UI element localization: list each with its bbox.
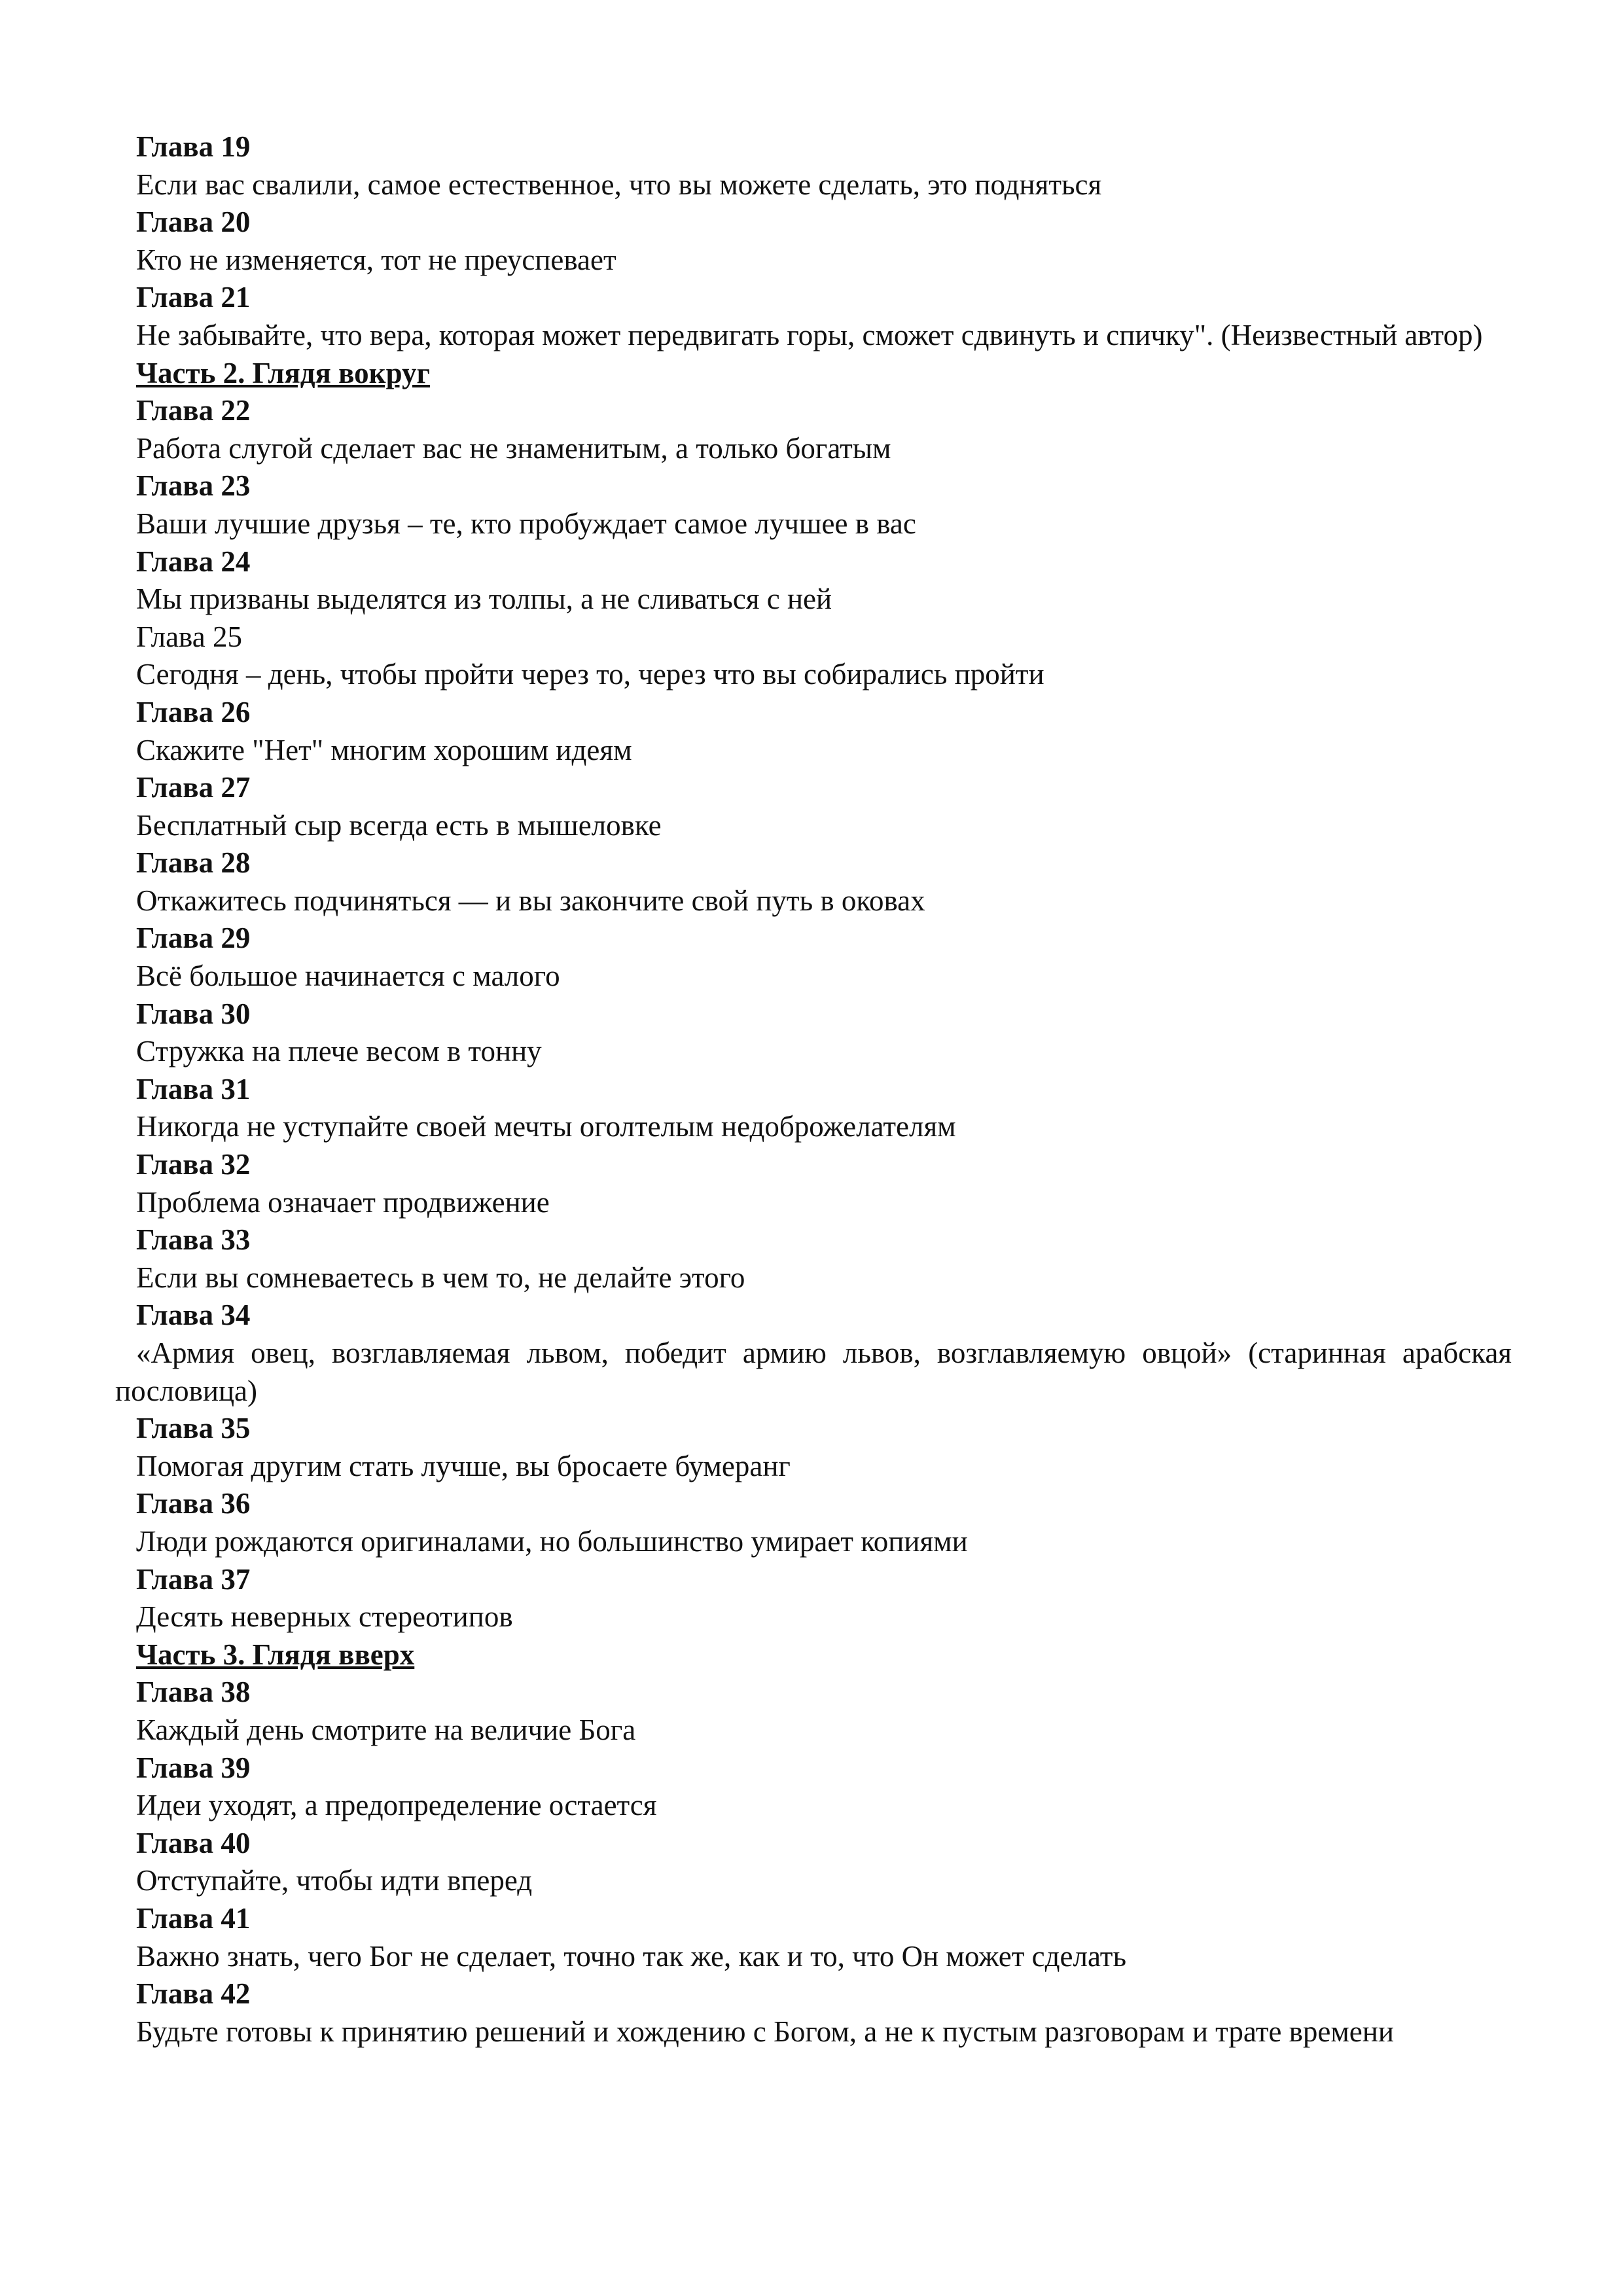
chapter-title: Каждый день смотрите на величие Бога (136, 1713, 636, 1746)
chapter-heading: Глава 40 (136, 1826, 251, 1859)
chapter-title: Мы призваны выделятся из толпы, а не сливаться с ней (136, 583, 832, 616)
chapter-title: Не забывайте, что вера, которая может передвигать горы, сможет сдвинуть и спичку". (Неизвестный автор) (136, 318, 1483, 351)
chapter-title: Проблема означает продвижение (136, 1185, 550, 1219)
chapter-heading: Глава 32 (136, 1148, 251, 1181)
chapter-heading: Глава 31 (136, 1072, 251, 1105)
chapter-title: Скажите "Нет" многим хорошим идеям (136, 733, 632, 766)
chapter-heading: Глава 36 (136, 1487, 251, 1520)
chapter-heading: Глава 37 (136, 1562, 251, 1596)
chapter-title: Никогда не уступайте своей мечты оголтелым недоброжелателям (136, 1110, 956, 1143)
chapter-heading: Глава 33 (136, 1223, 251, 1257)
chapter-title: Десять неверных стереотипов (136, 1600, 513, 1634)
chapter-heading: Глава 20 (136, 206, 251, 239)
chapter-heading: Глава 25 (136, 620, 242, 653)
chapter-heading: Глава 28 (136, 846, 251, 880)
chapter-heading: Глава 29 (136, 922, 251, 955)
document-page (115, 128, 1512, 2051)
chapter-title: Работа слугой сделает вас не знаменитым, а только богатым (136, 431, 891, 465)
part-heading: Часть 3. Глядя вверх (136, 1638, 415, 1671)
chapter-heading: Глава 38 (136, 1676, 251, 1709)
chapter-title: Сегодня – день, чтобы пройти через то, через что вы собирались пройти (136, 658, 1044, 691)
chapter-heading: Глава 22 (136, 394, 251, 427)
chapter-title: Бесплатный сыр всегда есть в мышеловке (136, 808, 662, 842)
chapter-title: «Армия овец, возглавляемая львом, победит армию львов, возглавляемую овцой» (старинная арабская пословица) (115, 1336, 1512, 1407)
table-of-contents (115, 128, 1512, 2051)
chapter-title: Всё большое начинается с малого (136, 960, 560, 993)
chapter-heading: Глава 24 (136, 545, 251, 578)
chapter-title: Идеи уходят, а предопределение остается (136, 1789, 657, 1822)
chapter-heading: Глава 21 (136, 281, 251, 314)
chapter-title: Важно знать, чего Бог не сделает, точно так же, как и то, что Он может сделать (136, 1939, 1126, 1973)
chapter-heading: Глава 26 (136, 695, 251, 728)
chapter-title: Отступайте, чтобы идти вперед (136, 1864, 533, 1897)
chapter-heading: Глава 30 (136, 997, 251, 1030)
chapter-title: Откажитесь подчиняться — и вы закончите свой путь в оковах (136, 884, 925, 917)
chapter-title: Люди рождаются оригиналами, но большинство умирает копиями (136, 1524, 968, 1558)
chapter-title: Кто не изменяется, тот не преуспевает (136, 243, 616, 276)
chapter-heading: Глава 41 (136, 1901, 251, 1935)
chapter-title: Ваши лучшие друзья – те, кто пробуждает самое лучшее в вас (136, 507, 916, 540)
part-heading: Часть 2. Глядя вокруг (136, 356, 430, 389)
chapter-heading: Глава 35 (136, 1412, 251, 1445)
chapter-heading: Глава 27 (136, 771, 251, 804)
chapter-title: Будьте готовы к принятию решений и хождению с Богом, а не к пустым разговорам и трате времени (136, 2015, 1394, 2048)
chapter-title: Стружка на плече весом в тонну (136, 1035, 542, 1068)
chapter-heading: Глава 39 (136, 1751, 251, 1784)
chapter-heading: Глава 19 (136, 130, 251, 163)
chapter-heading: Глава 42 (136, 1977, 251, 2011)
chapter-title: Если вы сомневаетесь в чем то, не делайте этого (136, 1261, 745, 1294)
chapter-title: Если вас свалили, самое естественное, что вы можете сделать, это подняться (136, 168, 1102, 201)
chapter-heading: Глава 23 (136, 469, 251, 503)
chapter-title: Помогая другим стать лучше, вы бросаете бумеранг (136, 1449, 791, 1482)
chapter-heading: Глава 34 (136, 1299, 251, 1332)
